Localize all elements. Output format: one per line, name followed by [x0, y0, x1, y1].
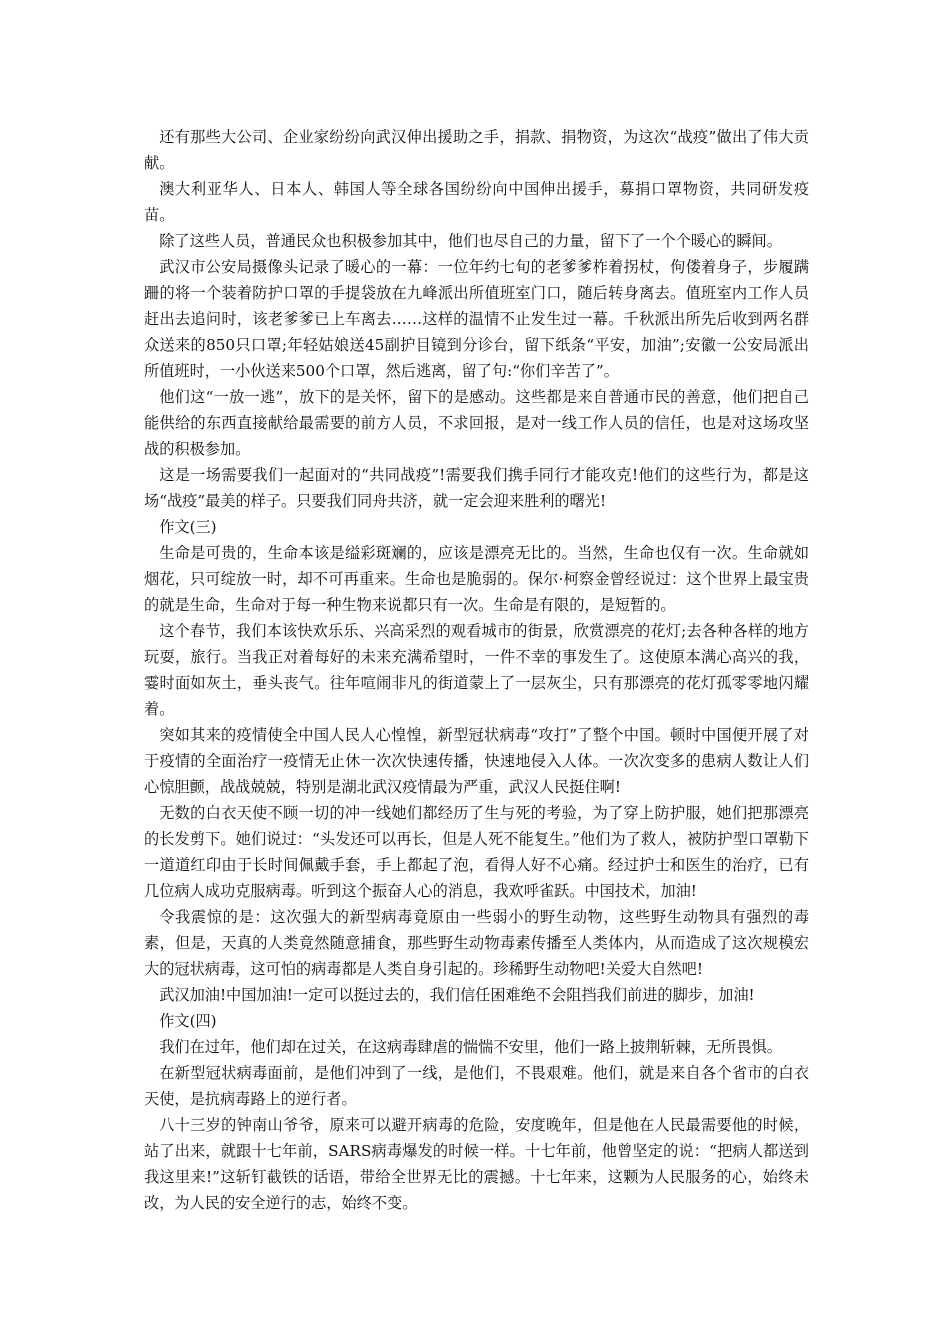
paragraph: 令我震惊的是：这次强大的新型病毒竟原由一些弱小的野生动物，这些野生动物具有强烈的毒素，但是，天真的人类竟然随意捕食，那些野生动物毒素传播至人类体内，从而造成了这次规模宏大的冠状病毒，这可怕的病毒都是人类自身引起的。珍稀野生动物吧!关爱大自然吧! [144, 908, 809, 978]
paragraph: 他们这“一放一逃”，放下的是关怀，留下的是感动。这些都是来自普通市民的善意，他们把自己能供给的东西直接献给最需要的前方人员，不求回报，是对一线工作人员的信任，也是对这场攻坚战的积极参加。 [144, 388, 809, 458]
paragraph: 生命是可贵的，生命本该是缢彩斑斓的，应该是漂亮无比的。当然，生命也仅有一次。生命就如烟花，只可绽放一时，却不可再重来。生命也是脆弱的。保尔·柯察金曾经说过：这个世界上最宝贵的就是生命，生命对于每一种生物来说都只有一次。生命是有限的，是短暂的。 [144, 544, 809, 614]
section-heading: 作文(三) [159, 518, 217, 536]
paragraph: 八十三岁的钟南山爷爷，原来可以避开病毒的危险，安度晚年，但是他在人民最需要他的时候，站了出来，就跟十七年前，SARS病毒爆发的时候一样。十七年前，他曾坚定的说：“把病人都送到我这里来!”这斩钉截铁的话语，带给全世界无比的震撼。十七年来，这颗为人民服务的心，始终未改，为人民的安全逆行的志，始终不变。 [144, 1116, 809, 1212]
paragraph: 无数的白衣天使不顾一切的冲一线她们都经历了生与死的考验，为了穿上防护服，她们把那漂亮的长发剪下。她们说过：“头发还可以再长，但是人死不能复生。”他们为了救人，被防护型口罩勒下一道道红印由于长时间佩戴手套，手上都起了泡，看得人好不心痛。经过护士和医生的治疗，已有几位病人成功克服病毒。听到这个振奋人心的消息，我欢呼雀跃。中国技术，加油! [144, 804, 809, 900]
paragraph: 武汉加油!中国加油!一定可以挺过去的，我们信任困难绝不会阻挡我们前进的脚步，加油! [159, 986, 755, 1004]
paragraph: 我们在过年，他们却在过关，在这病毒肆虐的惴惴不安里，他们一路上披荆斩棘，无所畏惧。 [159, 1038, 782, 1056]
paragraph: 这是一场需要我们一起面对的“共同战疫”!需要我们携手同行才能攻克!他们的这些行为，都是这场“战疫”最美的样子。只要我们同舟共济，就一定会迎来胜利的曙光! [144, 466, 809, 510]
paragraph: 武汉市公安局摄像头记录了暖心的一幕：一位年约七旬的老爹爹柞着拐杖，佝偻着身子，步履蹒跚的将一个装着防护口罩的手提袋放在九峰派出所值班室门口，随后转身离去。值班室内工作人员赶出去追问时，该老爹爹已上车离去……这样的温情不止发生过一幕。千秋派出所先后收到两名群众送来的850只口罩;年轻姑娘送45副护目镜到分诊台，留下纸条“平安，加油”;安徽一公安局派出所值班时，一小伙送来500个口罩，然后逃离，留了句:“你们辛苦了”。 [144, 258, 809, 380]
paragraph: 澳大利亚华人、日本人、韩国人等全球各国纷纷向中国伸出援手，募捐口罩物资，共同研发疫苗。 [144, 180, 809, 224]
section-heading: 作文(四) [159, 1012, 217, 1030]
paragraph: 在新型冠状病毒面前，是他们冲到了一线，是他们，不畏艰难。他们，就是来自各个省市的白衣天使，是抗病毒路上的逆行者。 [144, 1064, 809, 1108]
paragraph: 这个春节，我们本该快欢乐乐、兴高采烈的观看城市的街景，欣赏漂亮的花灯;去各种各样的地方玩耍，旅行。当我正对着每好的未来充满希望时，一件不幸的事发生了。这使原本满心高兴的我，霎时面如灰土，垂头丧气。往年喧闹非凡的街道蒙上了一层灰尘，只有那漂亮的花灯孤零零地闪耀着。 [144, 622, 809, 718]
document-body [144, 124, 809, 1216]
paragraph: 突如其来的疫情使全中国人民人心惶惶，新型冠状病毒“攻打”了整个中国。顿时中国便开展了对于疫情的全面治疗一疫情无止休一次次快速传播，快速地侵入人体。一次次变多的患病人数让人们心惊胆颤，战战兢兢，特别是湖北武汉疫情最为严重，武汉人民挺住啊! [144, 726, 809, 796]
paragraph: 还有那些大公司、企业家纷纷向武汉伸出援助之手，捐款、捐物资，为这次“战疫”做出了伟大贡献。 [144, 128, 809, 172]
paragraph: 除了这些人员，普通民众也积极参加其中，他们也尽自己的力量，留下了一个个暖心的瞬间。 [159, 232, 782, 250]
